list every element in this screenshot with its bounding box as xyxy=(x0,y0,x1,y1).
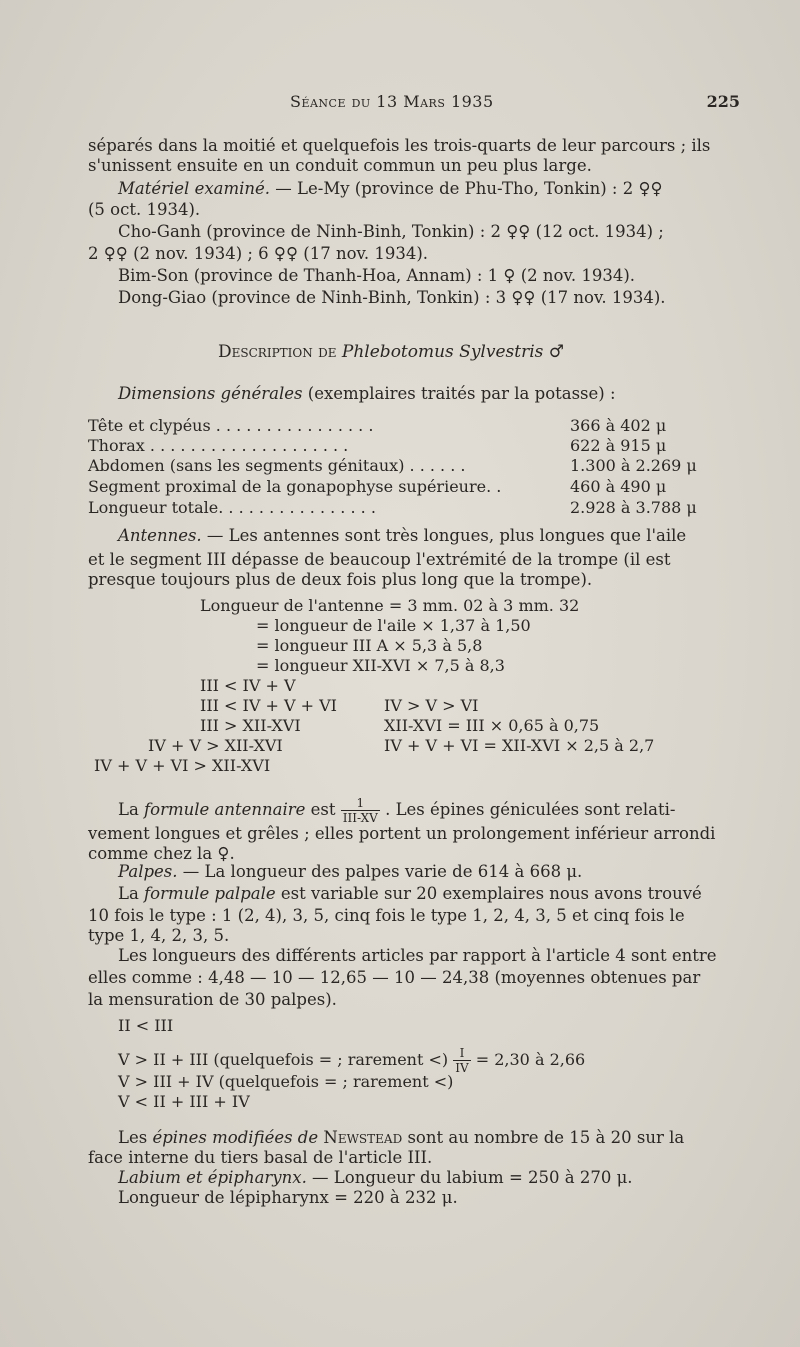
formule-rest: . Les épines géniculées sont relati- xyxy=(379,800,676,819)
dimensions-heading xyxy=(118,384,616,404)
palp-relation xyxy=(118,1046,585,1075)
dimensions-label: Dimensions générales xyxy=(118,384,303,403)
material-label: Matériel examiné. xyxy=(118,179,271,198)
antennes-label: Antennes. xyxy=(118,526,202,545)
material-line-5: Bim-Son (province de Thanh-Hoa, Annam) : 1 ♀ (2 nov. 1934). xyxy=(118,266,636,285)
antenna-relation: IV + V > XII-XVI xyxy=(148,736,283,755)
dimension-value: 1.300 à 2.269 μ xyxy=(570,456,697,475)
fraction-denominator: III-XV xyxy=(342,811,378,825)
antenna-relation: IV + V + VI = XII-XVI × 2,5 à 2,7 xyxy=(384,736,655,755)
formule-antennaire-line xyxy=(118,796,676,825)
palpes-label: Palpes. xyxy=(118,862,178,881)
epines-text: sont au nombre de 15 à 20 sur la xyxy=(402,1128,685,1147)
formule-antennaire-line-3: comme chez la ♀. xyxy=(88,844,235,863)
antennes-line-2: et le segment III dépasse de beaucoup l'extrémité de la trompe (il est xyxy=(88,550,671,569)
palp-ratio-value: = 2,30 à 2,66 xyxy=(475,1050,586,1069)
epines-pre: Les xyxy=(118,1128,153,1147)
section-title xyxy=(218,342,564,362)
page-number: 225 xyxy=(706,92,740,111)
intro-line-2: s'unissent ensuite en un conduit commun un peu plus large. xyxy=(88,156,592,175)
dimension-value: 460 à 490 μ xyxy=(570,477,667,496)
antenna-formula: Longueur de l'antenne = 3 mm. 02 à 3 mm. 32 xyxy=(200,596,580,615)
formule-antennaire-label: formule antennaire xyxy=(144,800,306,819)
formule-palpale-label: formule palpale xyxy=(144,884,276,903)
dimension-label: Longueur totale. . . . . . . . . . . . . . . . xyxy=(88,498,376,517)
dimension-label: Segment proximal de la gonapophyse supérieure. . xyxy=(88,477,502,496)
palp-relation: II < III xyxy=(118,1016,174,1035)
antennes-text-1: — Les antennes sont très longues, plus longues que l'aile xyxy=(201,526,687,545)
antenna-relation: III < IV + V xyxy=(200,676,296,695)
fraction-numerator: 1 xyxy=(356,796,365,810)
dimension-value: 366 à 402 μ xyxy=(570,416,667,435)
antenna-formula: = longueur de l'aile × 1,37 à 1,50 xyxy=(256,616,531,635)
palp-relation: V > III + IV (quelquefois = ; rarement <) xyxy=(118,1072,454,1091)
antenna-formula: = longueur XII-XVI × 7,5 à 8,3 xyxy=(256,656,505,675)
antenna-formula: = longueur III A × 5,3 à 5,8 xyxy=(256,636,483,655)
palpes-line-6: elles comme : 4,48 — 10 — 12,65 — 10 — 24,38 (moyennes obtenues par xyxy=(88,968,701,987)
epines-line-1 xyxy=(118,1128,684,1148)
material-line-1 xyxy=(118,179,663,199)
dimension-label: Thorax . . . . . . . . . . . . . . . . . . . . xyxy=(88,436,349,455)
running-head: Séance du 13 Mars 1935 xyxy=(290,92,494,111)
palp-ratio-denominator: IV xyxy=(455,1061,469,1075)
palp-relation-text: V > II + III (quelquefois = ; rarement <) xyxy=(118,1050,449,1069)
labium-line-2: Longueur de lépipharynx = 220 à 232 μ. xyxy=(118,1188,458,1207)
dimension-label: Abdomen (sans les segments génitaux) . . . . . . xyxy=(88,456,466,475)
palp-ratio-fraction xyxy=(453,1046,470,1075)
palp-ratio-numerator: I xyxy=(459,1046,465,1060)
labium-text: — Longueur du labium = 250 à 270 μ. xyxy=(306,1168,633,1187)
formule-antennaire-line-2: vement longues et grêles ; elles portent un prolongement inférieur arrondi xyxy=(88,824,716,843)
formule-pre: La xyxy=(118,800,145,819)
labium-line-1 xyxy=(118,1168,633,1188)
antenna-relation: XII-XVI = III × 0,65 à 0,75 xyxy=(384,716,600,735)
material-line-3: Cho-Ganh (province de Ninh-Binh, Tonkin) : 2 ♀♀ (12 oct. 1934) ; xyxy=(118,222,664,241)
palpes-line-7: la mensuration de 30 palpes). xyxy=(88,990,337,1009)
antenna-relation: IV + V + VI > XII-XVI xyxy=(94,756,271,775)
epines-label: épines modifiées de xyxy=(152,1128,319,1147)
epines-line-2: face interne du tiers basal de l'article III. xyxy=(88,1148,433,1167)
antenna-relation: III < IV + V + VI xyxy=(200,696,337,715)
antennes-line-1 xyxy=(118,526,686,546)
antennal-fraction xyxy=(341,796,380,825)
section-title-prefix: Description de xyxy=(218,342,342,362)
labium-label: Labium et épipharynx. xyxy=(118,1168,307,1187)
formule-palpale-pre: La xyxy=(118,884,145,903)
intro-line-1: séparés dans la moitié et quelquefois les trois-quarts de leur parcours ; ils xyxy=(88,136,711,155)
material-line-6: Dong-Giao (province de Ninh-Binh, Tonkin) : 3 ♀♀ (17 nov. 1934). xyxy=(118,288,666,307)
dimensions-rest: (exemplaires traités par la potasse) : xyxy=(302,384,616,403)
palp-relation: V < II + III + IV xyxy=(118,1092,250,1111)
palpes-line-5: Les longueurs des différents articles par rapport à l'article 4 sont entre xyxy=(118,946,717,965)
dimension-value: 622 à 915 μ xyxy=(570,436,667,455)
species-name: Phlebotomus Sylvestris xyxy=(341,342,544,362)
palpes-line-4: type 1, 4, 2, 3, 5. xyxy=(88,926,230,945)
antennes-line-3: presque toujours plus de deux fois plus long que la trompe). xyxy=(88,570,593,589)
formule-est: est xyxy=(305,800,336,819)
material-line-2: (5 oct. 1934). xyxy=(88,200,201,219)
antenna-relation: IV > V > VI xyxy=(384,696,479,715)
material-text-1: — Le-My (province de Phu-Tho, Tonkin) : 2 ♀♀ xyxy=(270,179,663,198)
antenna-relation: III > XII-XVI xyxy=(200,716,301,735)
dimension-label: Tête et clypéus . . . . . . . . . . . . . . . . xyxy=(88,416,374,435)
material-line-4: 2 ♀♀ (2 nov. 1934) ; 6 ♀♀ (17 nov. 1934). xyxy=(88,244,429,263)
dimension-value: 2.928 à 3.788 μ xyxy=(570,498,697,517)
author-name: Newstead xyxy=(318,1128,403,1147)
formule-palpale-line xyxy=(118,884,702,904)
male-symbol: ♂ xyxy=(548,342,565,362)
palpes-line-3: 10 fois le type : 1 (2, 4), 3, 5, cinq fois le type 1, 2, 4, 3, 5 et cinq fois le xyxy=(88,906,685,925)
palpes-line-1 xyxy=(118,862,582,882)
palpes-text: — La longueur des palpes varie de 614 à 668 μ. xyxy=(177,862,583,881)
formule-palpale-rest: est variable sur 20 exemplaires nous avons trouvé xyxy=(275,884,702,903)
